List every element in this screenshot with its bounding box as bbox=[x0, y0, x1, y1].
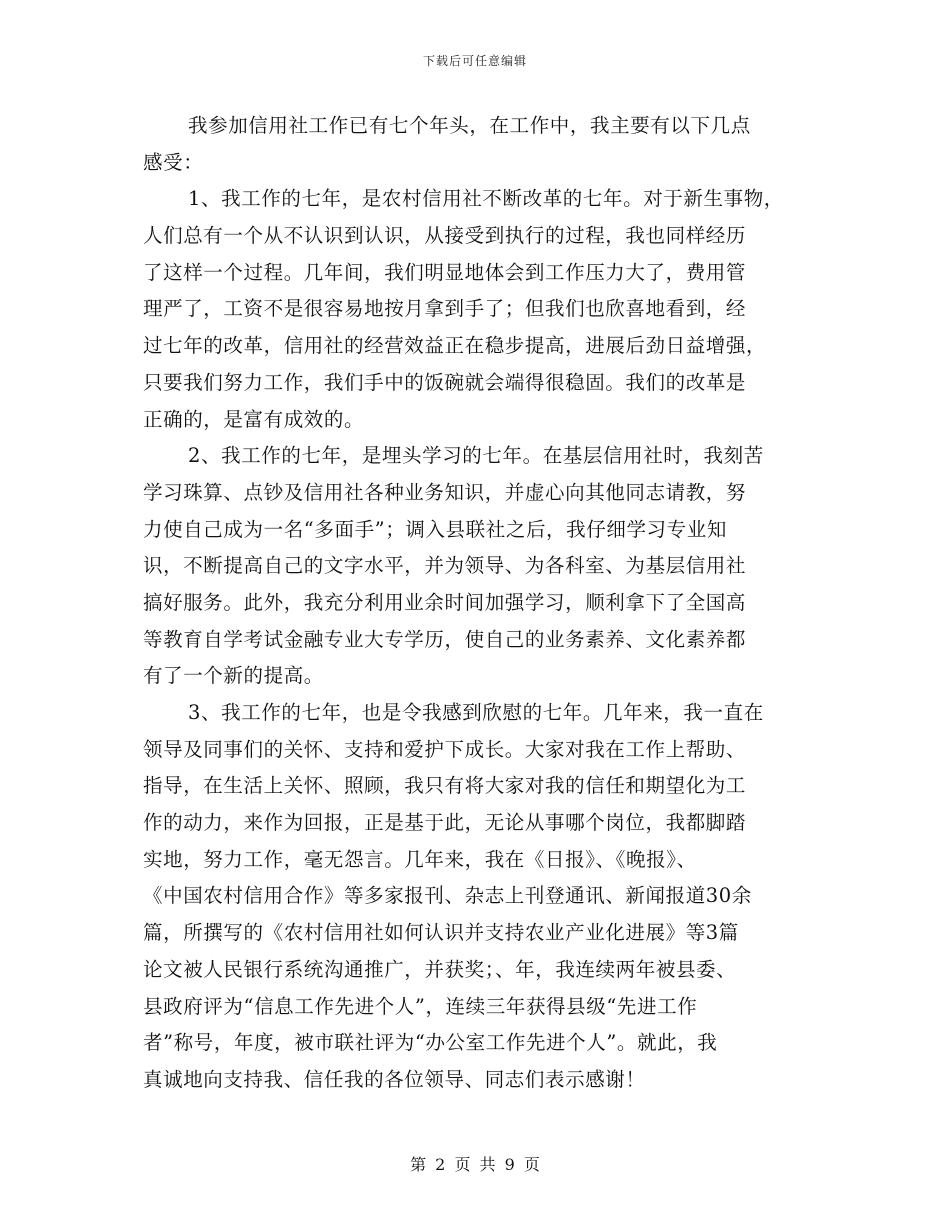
body-line: 学习珠算、点钞及信用社各种业务知识，并虚心向其他同志请教，努 bbox=[143, 480, 747, 504]
body-line: 理严了，工资不是很容易地按月拿到手了；但我们也欣喜地看到，经 bbox=[143, 297, 747, 321]
body-line: 过七年的改革，信用社的经营效益正在稳步提高，进展后劲日益增强， bbox=[143, 334, 767, 358]
body-line: 篇，所撰写的《农村信用社如何认识并支持农业产业化进展》等3篇 bbox=[143, 921, 739, 945]
body-line: 真诚地向支持我、信任我的各位领导、同志们表示感谢！ bbox=[143, 1067, 646, 1091]
body-line: 《中国农村信用合作》等多家报刊、杂志上刊登通讯、新闻报道30余 bbox=[143, 884, 752, 908]
body-line: 我参加信用社工作已有七个年头，在工作中，我主要有以下几点 bbox=[188, 114, 751, 137]
body-line: 作的动力，来作为回报，正是基于此，无论从事哪个岗位，我都脚踏 bbox=[143, 811, 747, 835]
body-line: 1、我工作的七年，是农村信用社不断改革的七年。对于新生事物， bbox=[188, 187, 784, 211]
page-header-note: 下载后可任意编辑 bbox=[422, 54, 527, 68]
body-line: 搞好服务。此外，我充分利用业余时间加强学习，顺利拿下了全国高 bbox=[143, 590, 747, 614]
body-line: 县政府评为“信息工作先进个人”，连续三年获得县级“先进工作 bbox=[143, 994, 698, 1018]
body-line: 等教育自学考试金融专业大专学历，使自己的业务素养、文化素养都 bbox=[143, 627, 747, 651]
body-line: 感受： bbox=[143, 150, 204, 174]
body-line: 者”称号，年度，被市联社评为“办公室工作先进个人”。就此，我 bbox=[143, 1031, 718, 1055]
body-line: 实地，努力工作，毫无怨言。几年来，我在《日报》、《晚报》、 bbox=[143, 847, 697, 871]
body-line: 指导，在生活上关怀、照顾，我只有将大家对我的信任和期望化为工 bbox=[143, 774, 747, 798]
page-number-footer: 第 2 页 共 9 页 bbox=[410, 1155, 540, 1174]
body-line: 了这样一个过程。几年间，我们明显地体会到工作压力大了，费用管 bbox=[143, 260, 747, 284]
body-line: 识，不断提高自己的文字水平，并为领导、为各科室、为基层信用社 bbox=[143, 554, 747, 578]
body-line: 正确的，是富有成效的。 bbox=[143, 407, 365, 431]
body-line: 2、我工作的七年，是埋头学习的七年。在基层信用社时，我刻苦 bbox=[188, 444, 764, 468]
document-body bbox=[143, 108, 815, 1099]
body-line: 只要我们努力工作，我们手中的饭碗就会端得很稳固。我们的改革是 bbox=[143, 370, 747, 394]
body-line: 有了一个新的提高。 bbox=[143, 664, 324, 688]
body-line: 人们总有一个从不认识到认识，从接受到执行的过程，我也同样经历 bbox=[143, 224, 747, 248]
body-line: 力使自己成为一名“多面手”；调入县联社之后，我仔细学习专业知 bbox=[143, 517, 727, 541]
body-line: 论文被人民银行系统沟通推广，并获奖；、年，我连续两年被县委、 bbox=[143, 957, 737, 981]
body-line: 领导及同事们的关怀、支持和爱护下成长。大家对我在工作上帮助、 bbox=[143, 737, 747, 761]
body-line: 3、我工作的七年，也是令我感到欣慰的七年。几年来，我一直在 bbox=[188, 701, 764, 724]
